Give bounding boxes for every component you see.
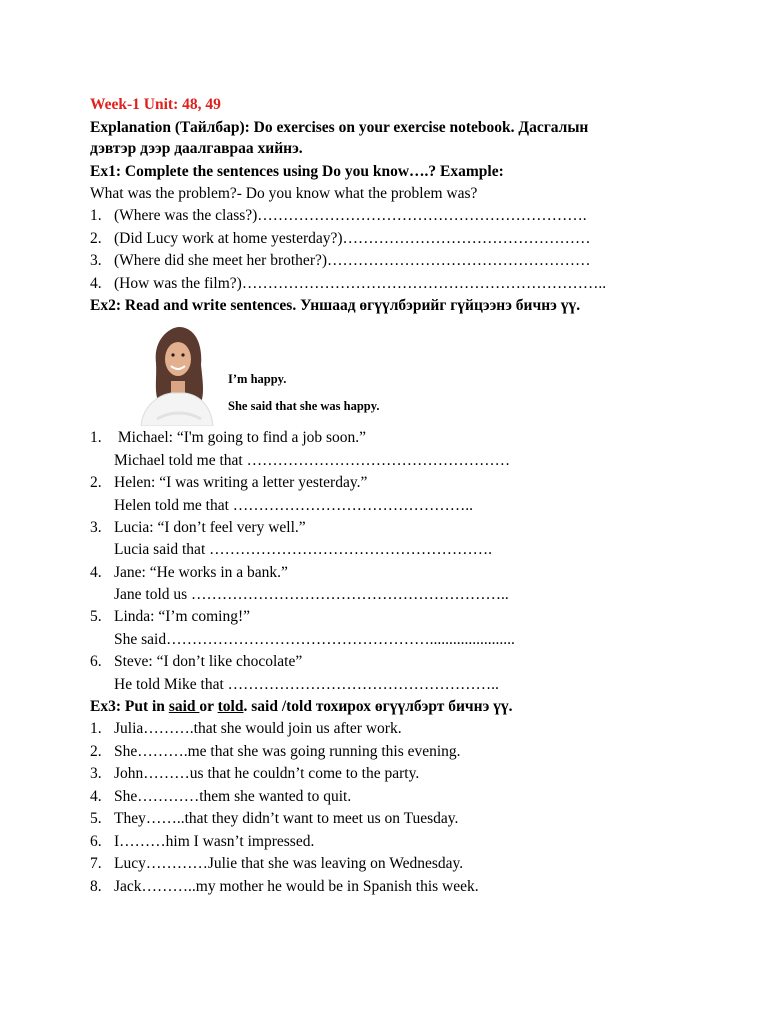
item-number: 1. bbox=[90, 207, 102, 224]
item-text: Julia……….that she would join us after work. bbox=[114, 720, 402, 737]
item-number: 4. bbox=[90, 275, 102, 292]
item-text: (Where was the class?)………………………………………………………. bbox=[114, 207, 587, 224]
ex2-item-answer: Lucia said that ………………………………………………. bbox=[114, 541, 492, 558]
item-text: Lucy…………Julie that she was leaving on Wednesday. bbox=[114, 855, 464, 872]
item-number: 4. bbox=[90, 564, 102, 581]
ex2-item-quote bbox=[90, 563, 288, 583]
ex1-item bbox=[90, 206, 587, 226]
item-number: 3. bbox=[90, 765, 102, 782]
quote-text: Linda: “I’m coming!” bbox=[114, 608, 251, 625]
ex3-title-prefix: Ex3: Put in bbox=[90, 698, 169, 715]
ex3-title-said: said bbox=[168, 698, 200, 715]
quote-text: Steve: “I don’t like chocolate” bbox=[114, 653, 303, 670]
ex3-title-told: told bbox=[217, 698, 244, 715]
ex2-item-quote bbox=[90, 473, 367, 493]
item-number: 2. bbox=[90, 743, 102, 760]
ex3-item bbox=[90, 719, 402, 739]
ex3-title-suffix: . said /told тохирох өгүүлбэрт бичнэ үү. bbox=[243, 698, 513, 715]
ex2-item-quote bbox=[90, 428, 366, 448]
explanation-line-2: дэвтэр дээр даалгавраа хийнэ. bbox=[90, 140, 303, 157]
explanation-line-1: Explanation (Тайлбар): Do exercises on your exercise notebook. Дасгалын bbox=[90, 119, 589, 136]
quote-text: Helen: “I was writing a letter yesterday.” bbox=[114, 474, 368, 491]
item-number: 5. bbox=[90, 608, 102, 625]
item-text: (Where did she meet her brother?)…………………………………………… bbox=[114, 252, 591, 269]
ex2-item-answer: Helen told me that ……………………………………….. bbox=[114, 497, 474, 514]
ex3-item bbox=[90, 764, 419, 784]
item-text: John………us that he couldn’t come to the party. bbox=[114, 765, 420, 782]
item-text: (Did Lucy work at home yesterday?)………………………………………… bbox=[114, 230, 591, 247]
ex2-item-answer: Michael told me that …………………………………………… bbox=[114, 452, 511, 469]
ex3-item bbox=[90, 854, 463, 874]
ex2-item-answer: Jane told us …………………………………………………….. bbox=[114, 586, 509, 603]
quote-text: Jane: “He works in a bank.” bbox=[114, 564, 288, 581]
item-text: She…………them she wanted to quit. bbox=[114, 788, 352, 805]
ex1-title: Ex1: Complete the sentences using Do you know….? Example: bbox=[90, 163, 504, 180]
item-number: 1. bbox=[90, 429, 102, 446]
item-number: 7. bbox=[90, 855, 102, 872]
item-number: 8. bbox=[90, 878, 102, 895]
ex3-item bbox=[90, 787, 351, 807]
ex2-example-answer: She said that she was happy. bbox=[228, 399, 380, 413]
ex2-item-answer: She said……………………………………………...................... bbox=[114, 631, 515, 648]
item-text: I………him I wasn’t impressed. bbox=[114, 833, 315, 850]
ex2-item-answer: He told Mike that …………………………………………….. bbox=[114, 676, 499, 693]
ex2-example-quote: I’m happy. bbox=[228, 372, 287, 386]
ex2-title: Ex2: Read and write sentences. Уншаад өгүүлбэрийг гүйцээнэ бичнэ үү. bbox=[90, 297, 581, 314]
ex1-item bbox=[90, 251, 591, 271]
quote-text: Lucia: “I don’t feel very well.” bbox=[114, 519, 306, 536]
item-number: 3. bbox=[90, 252, 102, 269]
ex2-item-quote bbox=[90, 607, 250, 627]
item-number: 2. bbox=[90, 230, 102, 247]
item-text: Jack………..my mother he would be in Spanish this week. bbox=[114, 878, 479, 895]
item-number: 5. bbox=[90, 810, 102, 827]
woman-portrait-photo bbox=[131, 323, 221, 426]
week-unit-heading: Week-1 Unit: 48, 49 bbox=[90, 96, 221, 113]
ex2-item-quote bbox=[90, 652, 302, 672]
quote-text: Michael: “I'm going to find a job soon.” bbox=[114, 429, 367, 446]
item-text: (How was the film?)…………………………………………………………….. bbox=[114, 275, 607, 292]
item-number: 3. bbox=[90, 519, 102, 536]
ex3-item bbox=[90, 742, 461, 762]
item-text: They……..that they didn’t want to meet us on Tuesday. bbox=[114, 810, 459, 827]
ex3-item bbox=[90, 809, 458, 829]
ex3-title bbox=[90, 697, 513, 717]
ex1-item bbox=[90, 229, 591, 249]
ex1-example: What was the problem?- Do you know what the problem was? bbox=[90, 185, 478, 202]
item-number: 4. bbox=[90, 788, 102, 805]
ex1-item bbox=[90, 274, 606, 294]
woman-portrait-icon bbox=[131, 323, 221, 426]
item-text: She……….me that she was going running this evening. bbox=[114, 743, 461, 760]
ex3-title-or: or bbox=[199, 698, 218, 715]
ex2-item-quote bbox=[90, 518, 306, 538]
item-number: 2. bbox=[90, 474, 102, 491]
ex3-item bbox=[90, 832, 314, 852]
item-number: 1. bbox=[90, 720, 102, 737]
ex3-item bbox=[90, 877, 479, 897]
item-number: 6. bbox=[90, 653, 102, 670]
item-number: 6. bbox=[90, 833, 102, 850]
